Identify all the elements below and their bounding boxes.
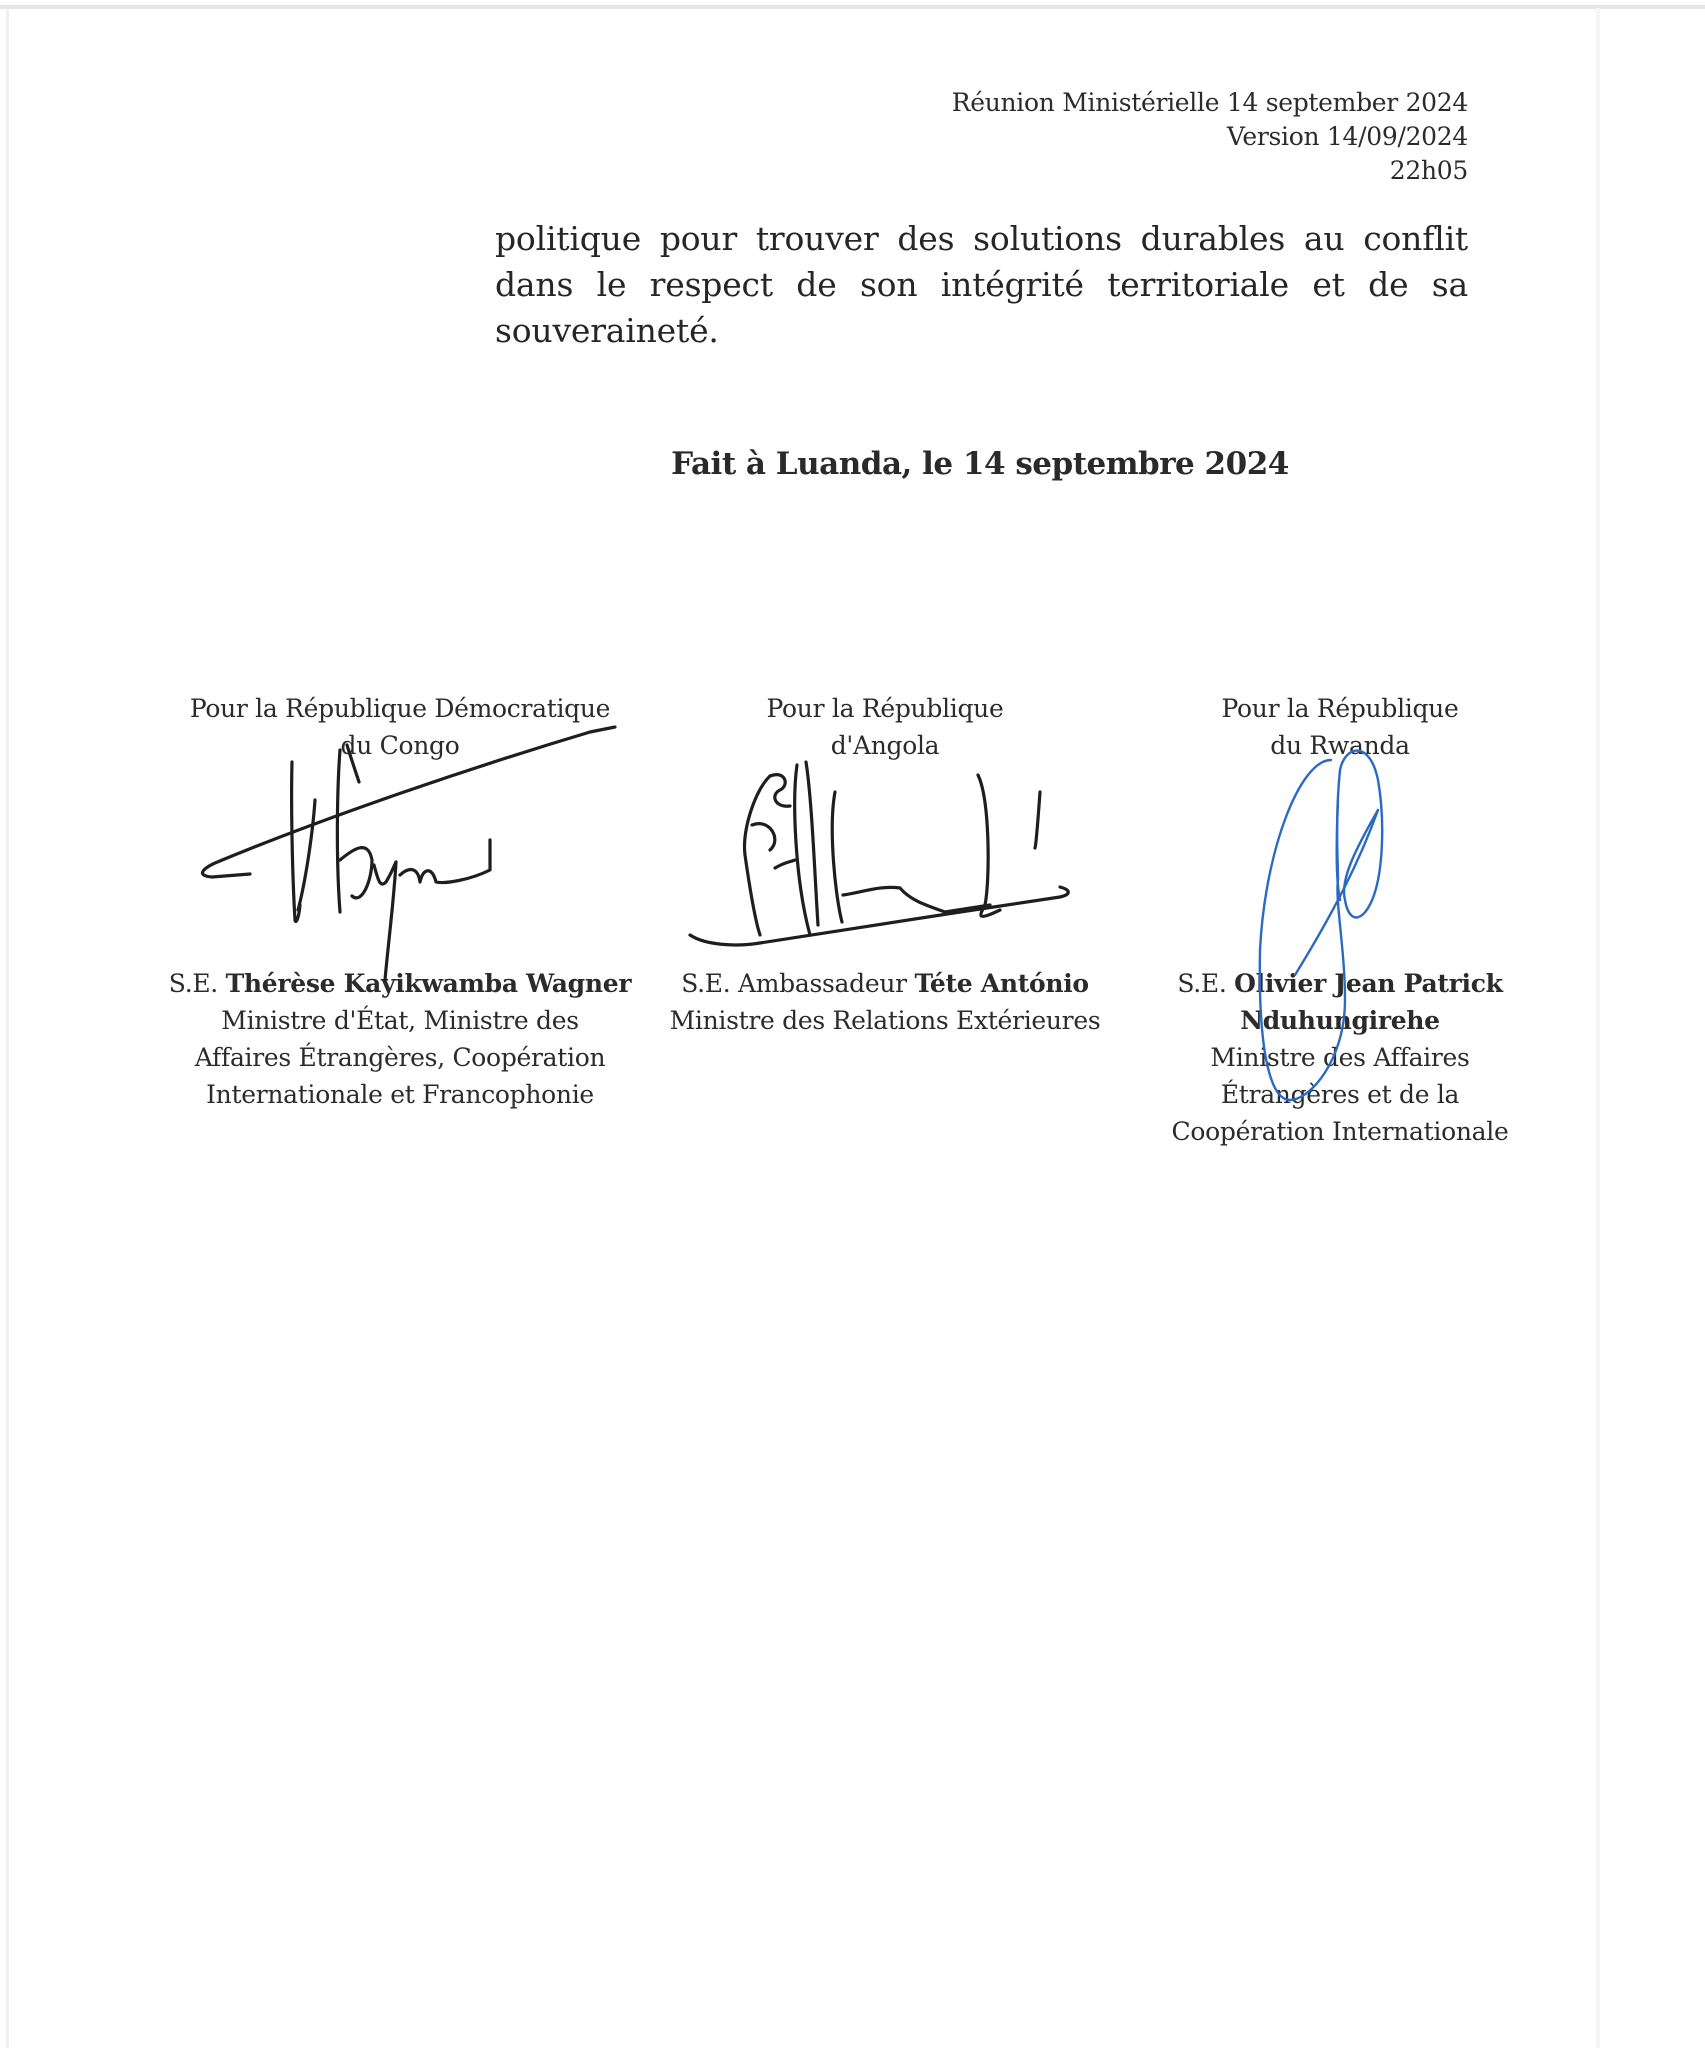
honorific: S.E. Ambassadeur	[681, 969, 915, 998]
signatory-rwanda-country	[1140, 690, 1540, 764]
title-line: Ministre d'État, Ministre des	[221, 1006, 579, 1035]
signature-stroke	[795, 765, 810, 935]
title-line: Internationale et Francophonie	[206, 1080, 594, 1109]
document-header	[952, 86, 1468, 188]
title-line: Affaires Étrangères, Coopération	[194, 1043, 606, 1072]
version-label: Version 14/09/2024	[1226, 122, 1468, 151]
signature-stroke	[400, 840, 490, 883]
scan-top-edge	[0, 5, 1705, 9]
title-line: Coopération Internationale	[1171, 1117, 1509, 1146]
signature-stroke	[690, 887, 1068, 945]
version-time: 22h05	[1389, 156, 1468, 185]
scan-right-edge	[1596, 8, 1600, 2048]
title-line: Ministre des Affaires	[1210, 1043, 1470, 1072]
signature-stroke	[1337, 800, 1340, 900]
country-line: Pour la République Démocratique	[189, 694, 611, 723]
name-bold: Téte António	[914, 969, 1089, 998]
signature-stroke	[775, 860, 795, 868]
scan-left-edge	[6, 8, 9, 2048]
signatory-name	[1140, 965, 1540, 1002]
signature-stroke	[770, 775, 790, 807]
signatory-rwanda-name	[1140, 965, 1540, 1150]
signature-stroke	[832, 792, 842, 922]
signature-stroke	[292, 762, 300, 922]
signature-stroke	[745, 776, 770, 935]
signature-stroke	[1035, 792, 1040, 848]
title-line: Étrangères et de la	[1220, 1080, 1460, 1109]
country-line: Pour la République	[766, 694, 1004, 723]
name-bold: Olivier Jean Patrick	[1234, 969, 1503, 998]
honorific: S.E.	[1177, 969, 1235, 998]
signature-stroke	[340, 848, 372, 898]
meeting-title: Réunion Ministérielle 14 september 2024	[951, 88, 1468, 117]
signatory-angola-country	[645, 690, 1125, 764]
signatory-drc-country	[160, 690, 640, 764]
signature-stroke	[978, 775, 1000, 916]
signature-stroke	[843, 887, 990, 912]
body-paragraph: politique pour trouver des solutions durables au conflit dans le respect de son intégrité territoriale et de sa souveraineté.	[495, 219, 1468, 350]
signatory-angola-name	[645, 965, 1125, 1039]
signature-stroke	[374, 862, 396, 884]
country-line: d'Angola	[830, 731, 940, 760]
name-bold: Thérèse Kayikwamba Wagner	[225, 969, 632, 998]
signature-stroke	[752, 824, 775, 850]
signature-stroke	[806, 762, 818, 925]
country-line: Pour la République	[1221, 694, 1459, 723]
signatory-name	[645, 965, 1125, 1002]
name-bold: Nduhungirehe	[1240, 1006, 1440, 1035]
signatory-name	[160, 965, 640, 1002]
signature-stroke	[337, 750, 340, 912]
country-line: du Rwanda	[1270, 731, 1410, 760]
place-date: Fait à Luanda, le 14 septembre 2024	[671, 446, 1289, 482]
signatory-name-cont	[1140, 1002, 1540, 1039]
honorific: S.E.	[168, 969, 226, 998]
signature-stroke	[385, 862, 396, 980]
signature-stroke	[1295, 810, 1378, 975]
signature-stroke	[298, 800, 315, 910]
signatory-drc-name	[160, 965, 640, 1113]
title-line: Ministre des Relations Extérieures	[669, 1006, 1101, 1035]
country-line: du Congo	[340, 731, 460, 760]
